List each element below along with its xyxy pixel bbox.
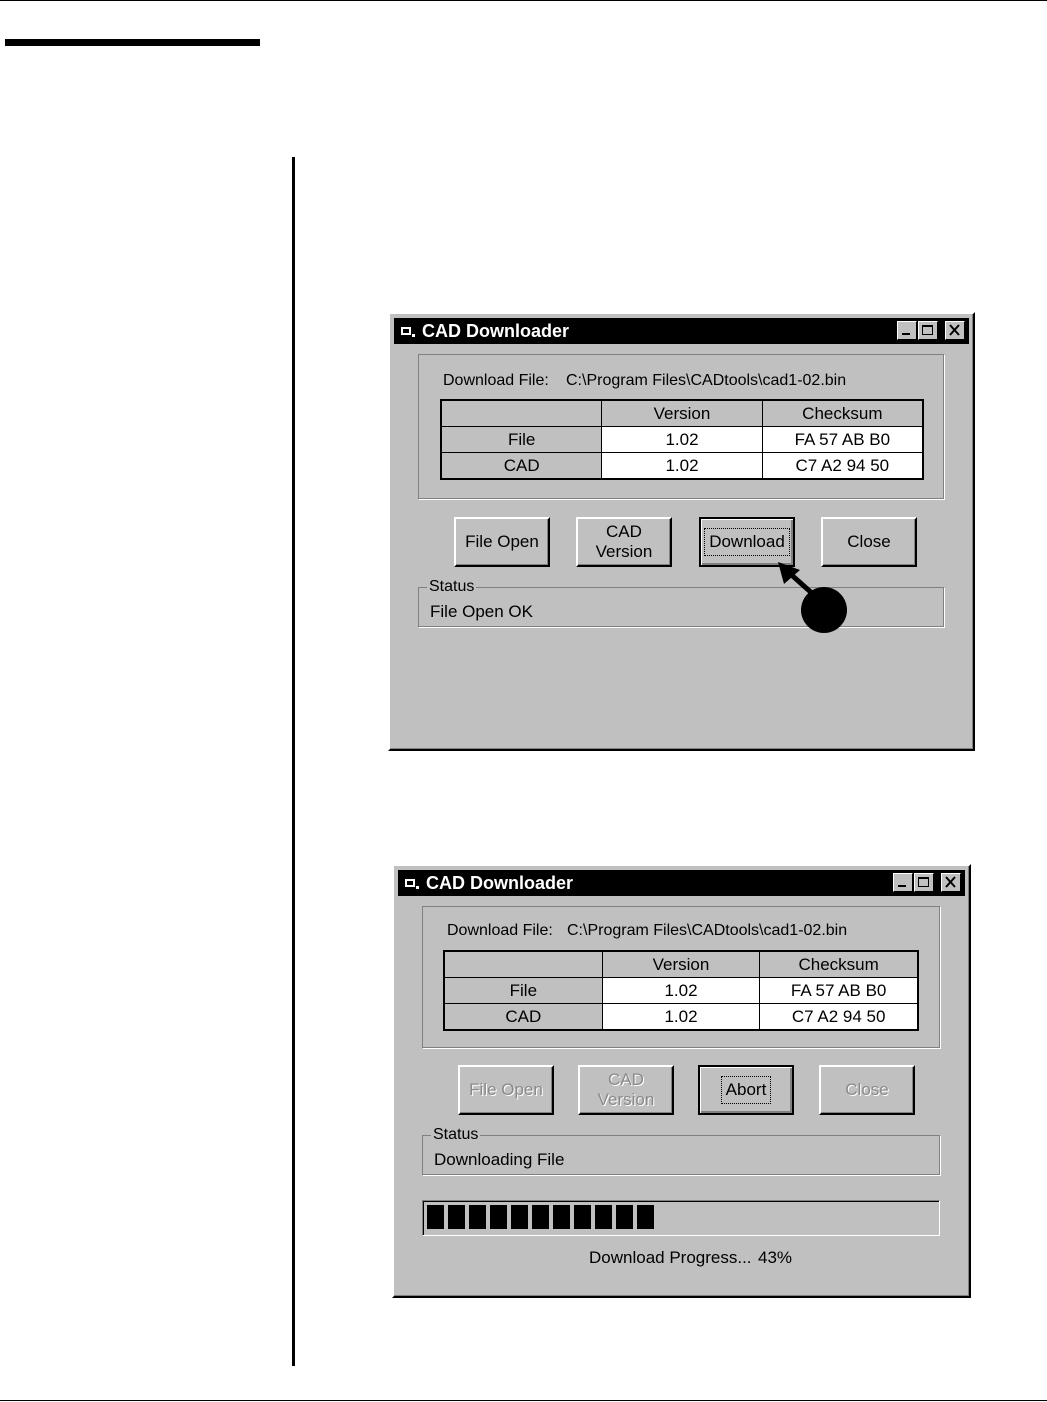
header-cell-version: Version — [602, 951, 760, 978]
margin-rule — [292, 157, 295, 1366]
progress-block — [616, 1205, 633, 1229]
status-text: File Open OK — [430, 602, 533, 621]
progress-block — [574, 1205, 591, 1229]
version-cell: 1.02 — [602, 1004, 760, 1031]
progress-block — [595, 1205, 612, 1229]
file-info-group — [418, 354, 944, 499]
table-row — [441, 453, 923, 480]
app-icon — [405, 877, 419, 889]
maximize-button[interactable] — [918, 321, 938, 340]
maximize-icon — [919, 322, 937, 339]
cad-version-button[interactable] — [578, 1065, 674, 1115]
minimize-button[interactable] — [897, 321, 917, 340]
progress-block — [532, 1205, 549, 1229]
close-button[interactable] — [819, 1065, 915, 1115]
close-label: Close — [847, 532, 891, 551]
checksum-cell: C7 A2 94 50 — [762, 453, 923, 480]
status-group — [418, 578, 944, 627]
file-open-label: File Open — [465, 532, 539, 551]
maximize-button[interactable] — [914, 873, 934, 892]
minimize-icon — [898, 322, 916, 339]
cad-version-line1: CAD — [608, 1070, 644, 1089]
abort-label: Abort — [721, 1076, 772, 1104]
version-cell: 1.02 — [602, 427, 762, 453]
version-cell: 1.02 — [602, 978, 760, 1004]
row-label: CAD — [441, 453, 602, 480]
row-label: CAD — [444, 1004, 602, 1031]
checksum-cell: FA 57 AB B0 — [760, 978, 918, 1004]
progress-label: Download Progress... — [589, 1248, 752, 1267]
version-table — [443, 950, 919, 1031]
cad-version-label — [596, 522, 653, 562]
header-cell-version: Version — [602, 400, 762, 427]
file-open-button[interactable] — [454, 517, 550, 567]
window-title: CAD Downloader — [422, 321, 570, 341]
table-header-row — [441, 400, 923, 427]
header-cell-blank — [444, 951, 602, 978]
header-cell-checksum: Checksum — [760, 951, 918, 978]
app-icon — [401, 325, 415, 337]
cad-version-line1: CAD — [606, 522, 642, 541]
progress-block — [637, 1205, 654, 1229]
title-bar[interactable] — [398, 870, 965, 896]
abort-button[interactable] — [698, 1065, 794, 1115]
close-label: Close — [845, 1080, 889, 1099]
version-table — [440, 399, 924, 480]
download-file-label: Download File: — [443, 372, 549, 389]
cad-version-button[interactable] — [576, 517, 672, 567]
table-row — [441, 427, 923, 453]
top-rule — [0, 0, 1047, 1]
minimize-icon — [894, 874, 912, 891]
close-window-button[interactable] — [941, 873, 961, 892]
progress-block — [448, 1205, 465, 1229]
version-cell: 1.02 — [602, 453, 762, 480]
checksum-cell: FA 57 AB B0 — [762, 427, 923, 453]
status-label: Status — [429, 578, 475, 595]
progress-block — [553, 1205, 570, 1229]
cad-downloader-window-progress — [392, 864, 971, 1298]
status-group — [422, 1126, 940, 1175]
download-file-label: Download File: — [447, 922, 553, 939]
status-label: Status — [433, 1126, 479, 1143]
download-file-path: C:\Program Files\CADtools\cad1-02.bin — [567, 922, 848, 939]
table-header-row — [444, 951, 918, 978]
progress-block — [469, 1205, 486, 1229]
progress-block — [511, 1205, 528, 1229]
progress-block — [427, 1205, 444, 1229]
progress-fill — [427, 1205, 658, 1229]
header-cell-checksum: Checksum — [762, 400, 923, 427]
table-row — [444, 1004, 918, 1031]
header-bar — [5, 39, 260, 46]
row-label: File — [441, 427, 602, 453]
row-label: File — [444, 978, 602, 1004]
maximize-icon — [915, 874, 933, 891]
progress-block — [490, 1205, 507, 1229]
minimize-button[interactable] — [893, 873, 913, 892]
window-title: CAD Downloader — [426, 873, 574, 893]
download-label: Download — [704, 528, 790, 556]
bottom-rule — [0, 1400, 1047, 1401]
close-window-button[interactable] — [945, 321, 965, 340]
cad-version-line2: Version — [595, 542, 653, 561]
checksum-cell: C7 A2 94 50 — [760, 1004, 918, 1031]
close-icon — [946, 322, 964, 339]
table-row — [444, 978, 918, 1004]
cad-downloader-window — [388, 312, 975, 751]
cad-version-line2: Version — [597, 1090, 655, 1109]
file-open-label: File Open — [469, 1080, 543, 1099]
download-progress-bar — [422, 1200, 940, 1236]
title-bar[interactable] — [394, 318, 969, 344]
status-text: Downloading File — [434, 1150, 565, 1169]
download-file-path: C:\Program Files\CADtools\cad1-02.bin — [566, 372, 847, 389]
progress-percent: 43% — [758, 1248, 793, 1267]
cad-version-label — [598, 1070, 655, 1110]
file-info-group — [422, 906, 940, 1048]
file-open-button[interactable] — [458, 1065, 554, 1115]
close-icon — [942, 874, 960, 891]
header-cell-blank — [441, 400, 602, 427]
callout-pointer-icon — [770, 558, 860, 648]
